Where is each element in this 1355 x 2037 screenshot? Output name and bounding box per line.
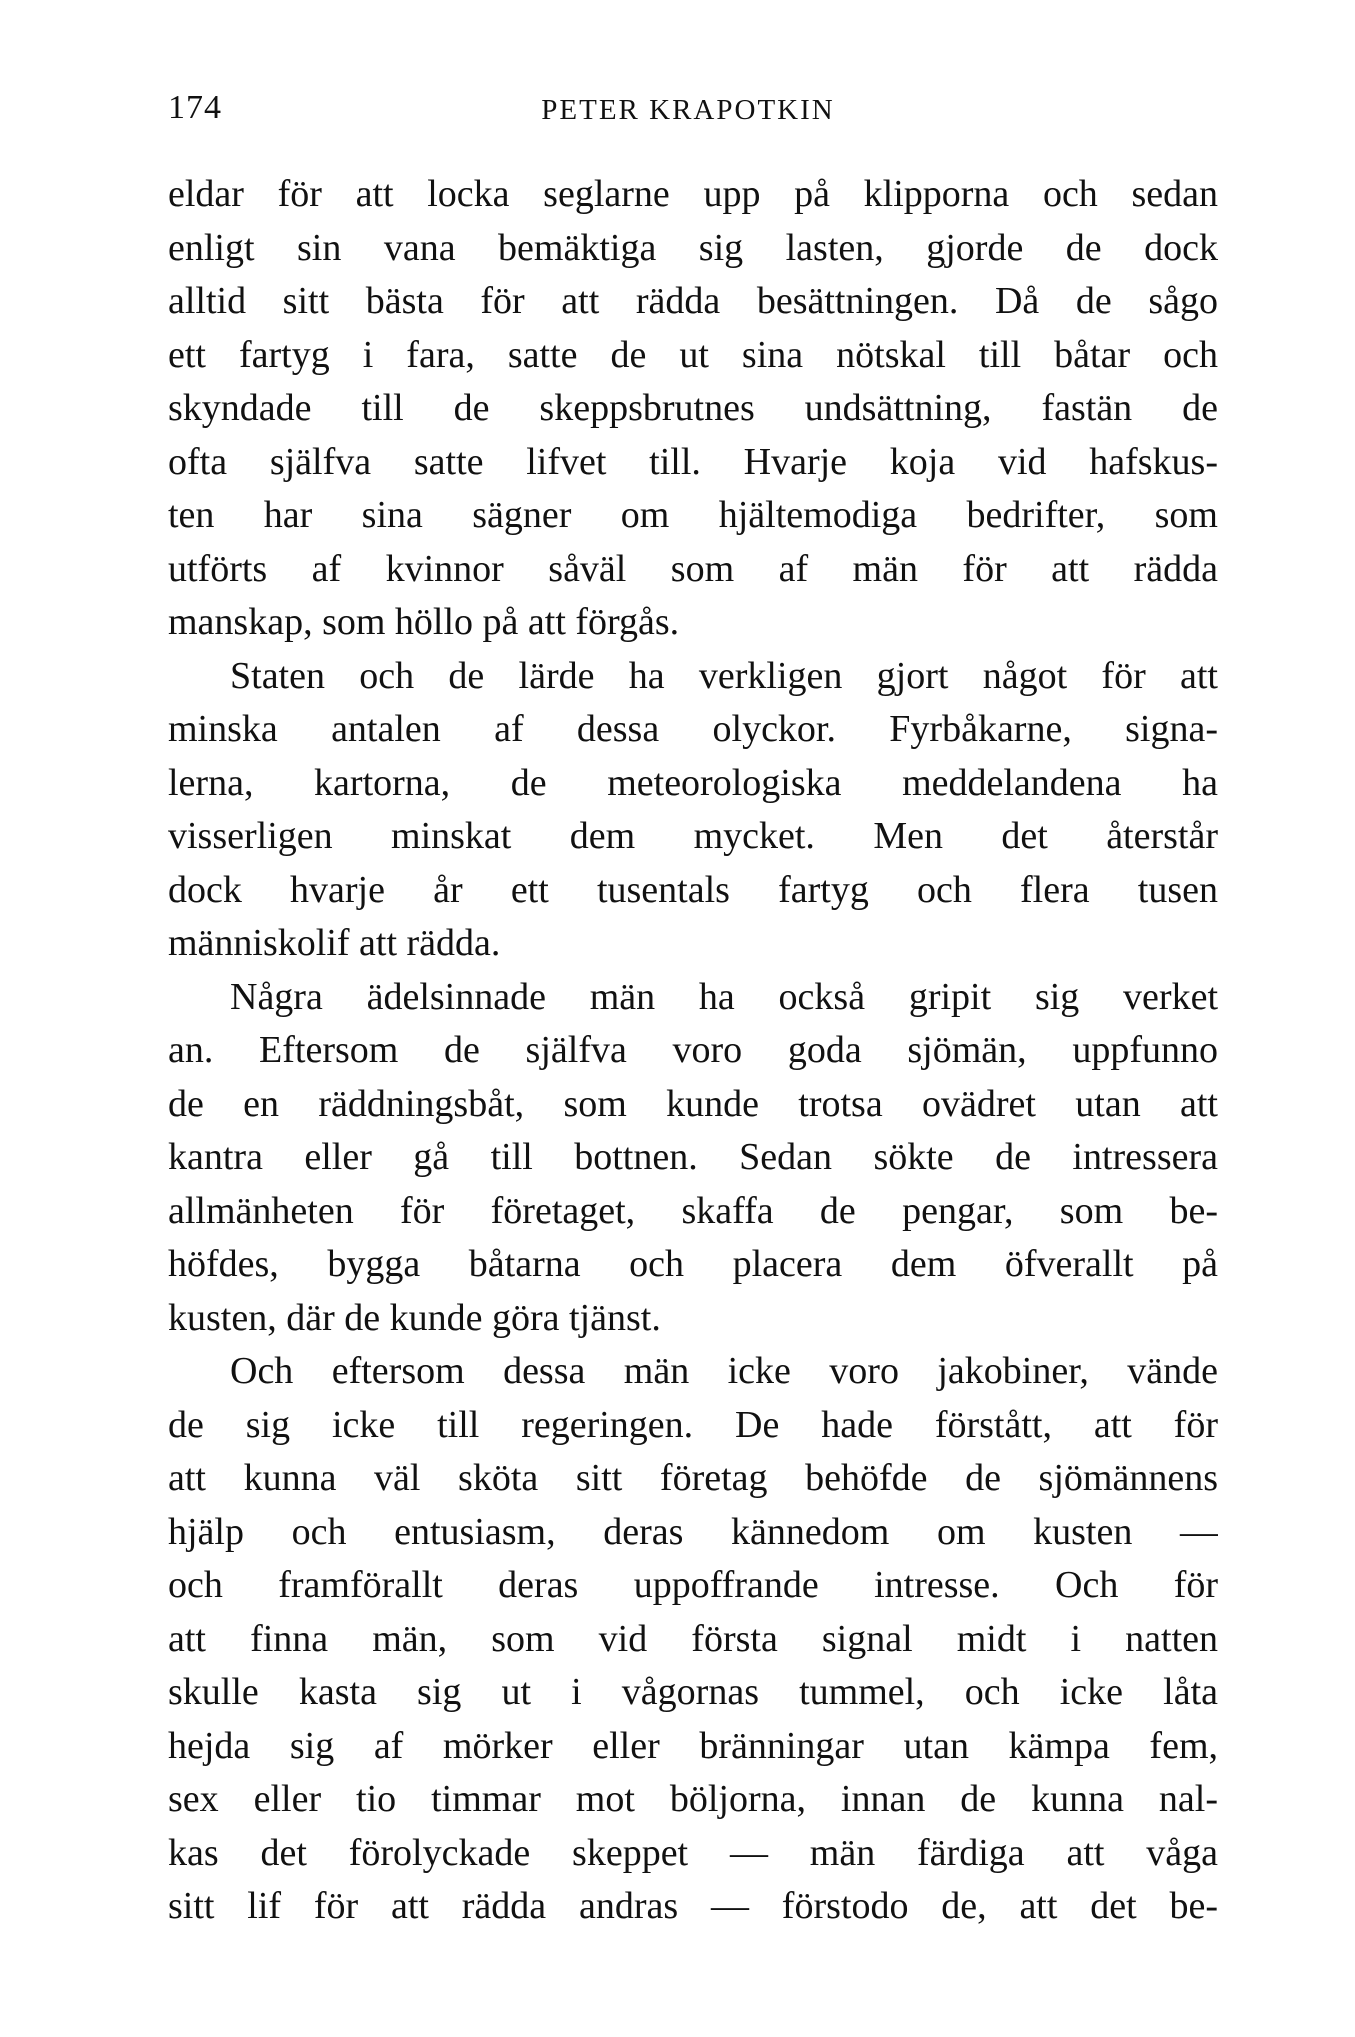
text-line: minska antalen af dessa olyckor. Fyrbåkarne, signa-	[168, 708, 1218, 750]
text-line: Staten och de lärde ha verkligen gjort något för att	[230, 654, 1218, 697]
page-header	[168, 88, 1208, 138]
text-line: manskap, som höllo på att förgås.	[168, 601, 680, 643]
text-line: kantra eller gå till bottnen. Sedan sökte de intressera	[168, 1136, 1218, 1178]
body-text	[168, 168, 1218, 1934]
text-line: de sig icke till regeringen. De hade förstått, att för	[168, 1403, 1218, 1446]
text-line: att finna män, som vid första signal midt i natten	[168, 1617, 1218, 1660]
text-line: skulle kasta sig ut i vågornas tummel, och icke låta	[168, 1671, 1218, 1713]
text-line: Några ädelsinnade män ha också gripit sig verket	[230, 975, 1218, 1018]
text-line: Och eftersom dessa män icke voro jakobiner, vände	[230, 1350, 1218, 1392]
text-line: alltid sitt bästa för att rädda besättningen. Då de sågo	[168, 280, 1218, 322]
text-line: människolif att rädda.	[168, 922, 501, 964]
text-line: de en räddningsbåt, som kunde trotsa ovädret utan att	[168, 1082, 1218, 1125]
text-line: dock hvarje år ett tusentals fartyg och flera tusen	[168, 868, 1218, 911]
text-line: och framförallt deras uppoffrande intresse. Och för	[168, 1564, 1218, 1606]
text-line: kusten, där de kunde göra tjänst.	[168, 1296, 661, 1339]
text-line: ett fartyg i fara, satte de ut sina nötskal till båtar och	[168, 333, 1218, 376]
text-line: sex eller tio timmar mot böljorna, innan de kunna nal-	[168, 1778, 1218, 1820]
text-line: an. Eftersom de själfva voro goda sjömän, uppfunno	[168, 1029, 1218, 1071]
text-line: lerna, kartorna, de meteorologiska meddelandena ha	[168, 761, 1218, 804]
text-line: eldar för att locka seglarne upp på klipporna och sedan	[168, 173, 1218, 215]
text-line: visserligen minskat dem mycket. Men det återstår	[168, 815, 1218, 857]
text-line: kas det förolyckade skeppet — män färdiga att våga	[168, 1831, 1218, 1874]
text-line: enligt sin vana bemäktiga sig lasten, gjorde de dock	[168, 226, 1218, 269]
running-head: PETER KRAPOTKIN	[541, 94, 835, 126]
text-line: utförts af kvinnor såväl som af män för att rädda	[168, 547, 1218, 590]
text-line: skyndade till de skeppsbrutnes undsättning, fastän de	[168, 387, 1218, 429]
page-number: 174	[168, 89, 222, 126]
text-line: hjälp och entusiasm, deras kännedom om kusten —	[168, 1510, 1218, 1553]
text-line: att kunna väl sköta sitt företag behöfde de sjömännens	[168, 1457, 1218, 1499]
text-line: ofta själfva satte lifvet till. Hvarje koja vid hafskus-	[168, 440, 1218, 483]
text-line: hejda sig af mörker eller bränningar utan kämpa fem,	[168, 1724, 1218, 1767]
text-line: allmänheten för företaget, skaffa de pengar, som be-	[168, 1189, 1218, 1232]
text-line: ten har sina sägner om hjältemodiga bedrifter, som	[168, 494, 1218, 536]
text-line: höfdes, bygga båtarna och placera dem öfverallt på	[168, 1243, 1218, 1285]
text-line: sitt lif för att rädda andras — förstodo de, att det be-	[168, 1885, 1218, 1927]
